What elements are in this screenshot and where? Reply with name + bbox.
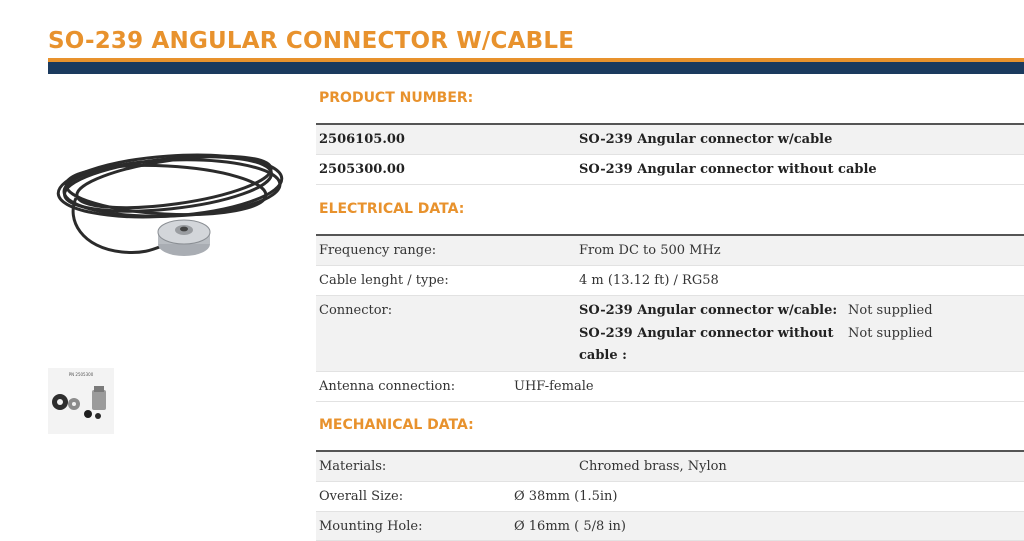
row-value: UHF-female — [514, 379, 594, 394]
product-number-table — [316, 123, 1024, 185]
table-row — [316, 155, 1024, 185]
electrical-data-table — [316, 234, 1024, 402]
table-row — [316, 512, 1024, 541]
row-value: Ø 38mm (1.5in) — [514, 489, 618, 504]
row-label: Overall Size: — [319, 489, 404, 504]
row-label: Antenna connection: — [319, 379, 456, 394]
table-row — [316, 296, 1024, 372]
product-thumbnail[interactable] — [48, 368, 114, 434]
page-title: SO-239 ANGULAR CONNECTOR W/CABLE — [48, 28, 575, 54]
connector-item-name-continued: cable : — [579, 348, 627, 363]
table-row — [316, 482, 1024, 512]
title-rule-navy — [48, 62, 1024, 74]
table-row — [316, 452, 1024, 482]
connector-item-value: Not supplied — [848, 303, 933, 318]
row-label: Cable lenght / type: — [319, 273, 449, 288]
row-label: Connector: — [319, 303, 393, 318]
mechanical-data-table — [316, 450, 1024, 541]
row-label: Frequency range: — [319, 243, 437, 258]
product-code: 2506105.00 — [319, 132, 405, 147]
row-value: 4 m (13.12 ft) / RG58 — [579, 273, 719, 288]
product-description: SO-239 Angular connector without cable — [579, 162, 877, 177]
thumbnail-label: PN 2505300 — [68, 372, 94, 377]
row-value: From DC to 500 MHz — [579, 243, 721, 258]
row-value: Chromed brass, Nylon — [579, 459, 727, 474]
section-electrical-data: ELECTRICAL DATA: — [319, 201, 465, 217]
table-row — [316, 236, 1024, 266]
product-code: 2505300.00 — [319, 162, 405, 177]
table-row — [316, 125, 1024, 155]
section-product-number: PRODUCT NUMBER: — [319, 90, 474, 106]
table-row — [316, 372, 1024, 402]
row-label: Mounting Hole: — [319, 519, 423, 534]
product-description: SO-239 Angular connector w/cable — [579, 132, 833, 147]
connector-item-name: SO-239 Angular connector w/cable: — [579, 303, 838, 318]
table-row — [316, 266, 1024, 296]
section-mechanical-data: MECHANICAL DATA: — [319, 417, 474, 433]
row-label: Materials: — [319, 459, 387, 474]
row-value: Ø 16mm ( 5/8 in) — [514, 519, 626, 534]
connector-item-name: SO-239 Angular connector without — [579, 326, 834, 341]
product-image[interactable] — [52, 140, 288, 280]
connector-item-value: Not supplied — [848, 326, 933, 341]
